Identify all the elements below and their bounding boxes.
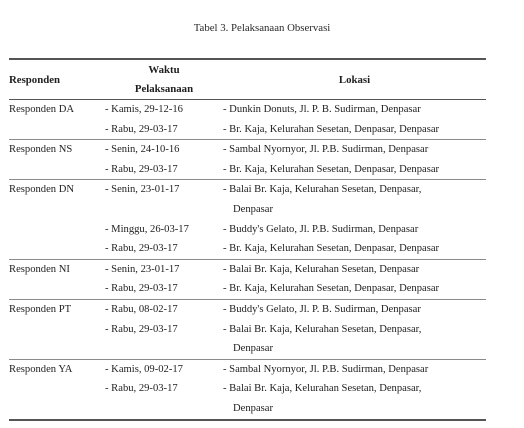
table-row xyxy=(9,100,486,120)
table-row xyxy=(9,140,486,160)
table-header-row xyxy=(9,59,486,100)
table-row xyxy=(9,239,486,259)
cell-waktu: - Rabu, 29-03-17 xyxy=(105,323,178,335)
cell-lokasi: - Br. Kaja, Kelurahan Sesetan, Denpasar, Denpasar xyxy=(223,120,486,140)
cell-lokasi-continuation: Denpasar xyxy=(233,343,274,355)
table-row xyxy=(9,220,486,240)
header-responden: Responden xyxy=(9,59,105,100)
cell-responden xyxy=(9,120,105,140)
cell-waktu: - Minggu, 26-03-17 xyxy=(105,223,189,235)
cell-responden: Responden PT xyxy=(9,303,72,315)
table-row xyxy=(9,379,486,399)
cell-waktu: - Rabu, 29-03-17 xyxy=(105,383,178,395)
table-row xyxy=(9,399,486,420)
observation-table xyxy=(9,58,486,421)
cell-lokasi xyxy=(223,399,486,420)
cell-lokasi: - Buddy's Gelato, Jl. P.B. Sudirman, Denpasar xyxy=(223,223,419,235)
cell-waktu: - Kamis, 09-02-17 xyxy=(105,363,183,375)
cell-lokasi xyxy=(223,200,486,220)
cell-lokasi xyxy=(223,339,486,359)
cell-responden: Responden NI xyxy=(9,263,70,275)
table-row xyxy=(9,320,486,340)
cell-waktu: - Rabu, 29-03-17 xyxy=(105,120,223,140)
table-row xyxy=(9,359,486,379)
cell-waktu: - Senin, 23-01-17 xyxy=(105,263,180,275)
cell-lokasi-continuation: Denpasar xyxy=(233,203,274,215)
cell-lokasi: - Br. Kaja, Kelurahan Sesetan, Denpasar, Denpasar xyxy=(223,239,486,259)
cell-responden xyxy=(9,279,105,299)
header-lokasi: Lokasi xyxy=(223,59,486,100)
header-waktu-line2: Pelaksanaan xyxy=(134,82,194,95)
cell-waktu: - Senin, 24-10-16 xyxy=(105,144,180,156)
cell-lokasi: - Balai Br. Kaja, Kelurahan Sesetan, Denpasar xyxy=(223,263,420,275)
header-waktu xyxy=(105,59,223,100)
table-row xyxy=(9,200,486,220)
cell-responden: Responden YA xyxy=(9,363,73,375)
cell-lokasi: - Buddy's Gelato, Jl. P. B. Sudirman, Denpasar xyxy=(223,303,421,315)
cell-waktu xyxy=(105,399,223,420)
cell-lokasi: - Balai Br. Kaja, Kelurahan Sesetan, Denpasar, xyxy=(223,383,422,395)
cell-responden xyxy=(9,379,105,399)
cell-responden xyxy=(9,200,105,220)
cell-waktu: - Rabu, 29-03-17 xyxy=(105,279,223,299)
table-row xyxy=(9,279,486,299)
cell-waktu: - Kamis, 29-12-16 xyxy=(105,104,183,115)
cell-responden xyxy=(9,339,105,359)
cell-waktu: - Rabu, 29-03-17 xyxy=(105,239,223,259)
table-row xyxy=(9,120,486,140)
table-row xyxy=(9,259,486,279)
cell-lokasi: - Balai Br. Kaja, Kelurahan Sesetan, Denpasar, xyxy=(223,323,422,335)
cell-responden xyxy=(9,399,105,420)
cell-waktu: - Rabu, 29-03-17 xyxy=(105,160,223,180)
cell-responden xyxy=(9,239,105,259)
cell-responden xyxy=(9,160,105,180)
cell-waktu: - Senin, 23-01-17 xyxy=(105,184,180,196)
cell-lokasi: - Balai Br. Kaja, Kelurahan Sesetan, Denpasar, xyxy=(223,184,422,196)
table-row xyxy=(9,299,486,319)
cell-responden: Responden NS xyxy=(9,144,73,156)
table-row xyxy=(9,160,486,180)
cell-lokasi: - Br. Kaja, Kelurahan Sesetan, Denpasar, Denpasar xyxy=(223,160,486,180)
cell-responden: Responden DA xyxy=(9,104,75,115)
table-row xyxy=(9,339,486,359)
table-caption: Tabel 3. Pelaksanaan Observasi xyxy=(193,22,331,34)
cell-responden xyxy=(9,320,105,340)
header-waktu-line1: Waktu xyxy=(148,63,180,76)
cell-lokasi: - Sambal Nyornyor, Jl. P.B. Sudirman, Denpasar xyxy=(223,363,429,375)
table-row xyxy=(9,180,486,200)
cell-waktu xyxy=(105,339,223,359)
cell-lokasi-continuation: Denpasar xyxy=(233,402,274,414)
cell-responden xyxy=(9,220,105,240)
cell-lokasi: - Sambal Nyornyor, Jl. P.B. Sudirman, Denpasar xyxy=(223,144,429,156)
cell-responden: Responden DN xyxy=(9,184,75,196)
cell-waktu: - Rabu, 08-02-17 xyxy=(105,303,178,315)
cell-lokasi: - Br. Kaja, Kelurahan Sesetan, Denpasar, Denpasar xyxy=(223,279,486,299)
cell-lokasi: - Dunkin Donuts, Jl. P. B. Sudirman, Denpasar xyxy=(223,104,421,115)
cell-waktu xyxy=(105,200,223,220)
